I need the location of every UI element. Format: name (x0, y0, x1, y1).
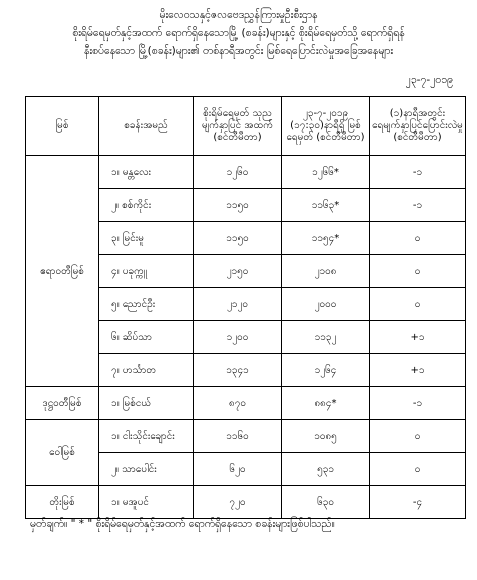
level-change-cell: ၀ (370, 288, 466, 321)
header-line-3: နီးစပ်နေသော မြို့(စခန်း)များ၏ တစ်နာရီအတွင်း မြစ်ရေပြောင်းလဲမှုအခြေအနေများ (84, 45, 393, 57)
water-level-cell: ၂၀၀၀ (282, 288, 370, 321)
station-name-cell: ၁။ မန္တလေး (99, 156, 194, 189)
footnote: မှတ်ချက်။ " * " စိုးရိမ်ရေမှတ်နှင့်အထက် ရောက်ရှိနေသော စခန်းများဖြစ်ပါသည်။ (30, 518, 335, 530)
water-level-cell: ၆၃၀ (282, 486, 370, 519)
river-name-cell: ဒုဋ္ဌဝတီမြစ် (26, 387, 99, 420)
station-name-cell: ၂။ သာပေါင်း (99, 453, 194, 486)
river-name-cell: ဧရာဝတီမြစ် (26, 156, 99, 387)
level-change-cell: ၀ (370, 222, 466, 255)
level-change-cell: ၀ (370, 255, 466, 288)
col-header-danger-level: စိုးရိမ်ရေမှတ် သုညမျက်နှာပြင် အထက် (စင်တီမီတာ) (194, 97, 282, 156)
station-name-cell: ၂။ စစ်ကိုင်း (99, 189, 194, 222)
report-date: ၂၃-၇-၂၀၁၉ (405, 74, 453, 86)
station-name-cell: ၆။ ဆိပ်သာ (99, 321, 194, 354)
table-row (26, 486, 466, 519)
level-change-cell: +၁ (370, 321, 466, 354)
danger-level-cell: ၂၁၅၀ (194, 255, 282, 288)
water-level-cell: ၅၃၁ (282, 453, 370, 486)
river-name-cell: တိုးမြစ် (26, 486, 99, 519)
water-level-cell: ၁၁၅၄* (282, 222, 370, 255)
water-level-cell: ၁၁၆၃* (282, 189, 370, 222)
river-name-cell: ဝေါမြစ် (26, 420, 99, 486)
danger-level-cell: ၂၁၂၀ (194, 288, 282, 321)
level-change-cell: +၁ (370, 354, 466, 387)
station-name-cell: ၁။ မြစ်ငယ် (99, 387, 194, 420)
danger-level-cell: ၁၁၆၀ (194, 420, 282, 453)
danger-level-cell: ၁၁၅၀ (194, 189, 282, 222)
level-change-cell: -၄ (370, 486, 466, 519)
header-line-2: စိုးရိမ်ရေမှတ်နှင့်အထက် ရောက်ရှိနေသောမြို့ (စခန်း)များနှင့် စိုးရိမ်ရေမှတ်သို့ ရောက်ရှိရန် (72, 27, 405, 39)
water-level-cell: ၁၂၆၄ (282, 354, 370, 387)
col-header-station: စခန်းအမည် (99, 97, 194, 156)
table-body (26, 156, 466, 519)
level-change-cell: ၀ (370, 453, 466, 486)
col-header-river: မြစ် (26, 97, 99, 156)
table-row (26, 420, 466, 453)
danger-level-cell: ၈၇၀ (194, 387, 282, 420)
station-name-cell: ၃။ မြင်းမူ (99, 222, 194, 255)
station-name-cell: ၁။ မအူပင် (99, 486, 194, 519)
table-row (26, 387, 466, 420)
level-change-cell: ၀ (370, 420, 466, 453)
danger-level-cell: ၇၂၀ (194, 486, 282, 519)
table-header-row (26, 97, 466, 156)
water-level-cell: ၁၁၃၂ (282, 321, 370, 354)
col-header-change: (၁)နာရီအတွင်း ရေမျက်နှာပြင်ပြောင်းလဲမှု (စင်တီမီတာ) (370, 97, 466, 156)
station-name-cell: ၅။ ညောင်ဦး (99, 288, 194, 321)
danger-level-cell: ၁၃၄၁ (194, 354, 282, 387)
water-level-cell: ၂၁၀၈ (282, 255, 370, 288)
river-level-table (25, 96, 466, 519)
level-change-cell: -၁ (370, 156, 466, 189)
danger-level-cell: ၁၂၀၀ (194, 321, 282, 354)
level-change-cell: -၁ (370, 387, 466, 420)
water-level-cell: ၁၀၈၅ (282, 420, 370, 453)
col-header-water-level: ၂၃-၇-၂၀၁၉ (၁၇:၃၀)နာရီရှိ မြစ်ရေမှတ် (စင်တီမီတာ) (282, 97, 370, 156)
station-name-cell: ၇။ ဟင်္သာတ (99, 354, 194, 387)
header-line-1: မိုးလေဝသနှင့်ဇလဗေဒညွှန်ကြားမှုဦးစီးဌာန (159, 9, 318, 21)
station-name-cell: ၄။ ပခုက္ကူ (99, 255, 194, 288)
station-name-cell: ၁။ ငါးသိုင်းချောင်း (99, 420, 194, 453)
danger-level-cell: ၁၂၆၀ (194, 156, 282, 189)
water-level-cell: ၁၂၆၆* (282, 156, 370, 189)
danger-level-cell: ၆၂၀ (194, 453, 282, 486)
level-change-cell: -၁ (370, 189, 466, 222)
danger-level-cell: ၁၁၅၀ (194, 222, 282, 255)
table-row (26, 156, 466, 189)
water-level-cell: ၈၈၄* (282, 387, 370, 420)
